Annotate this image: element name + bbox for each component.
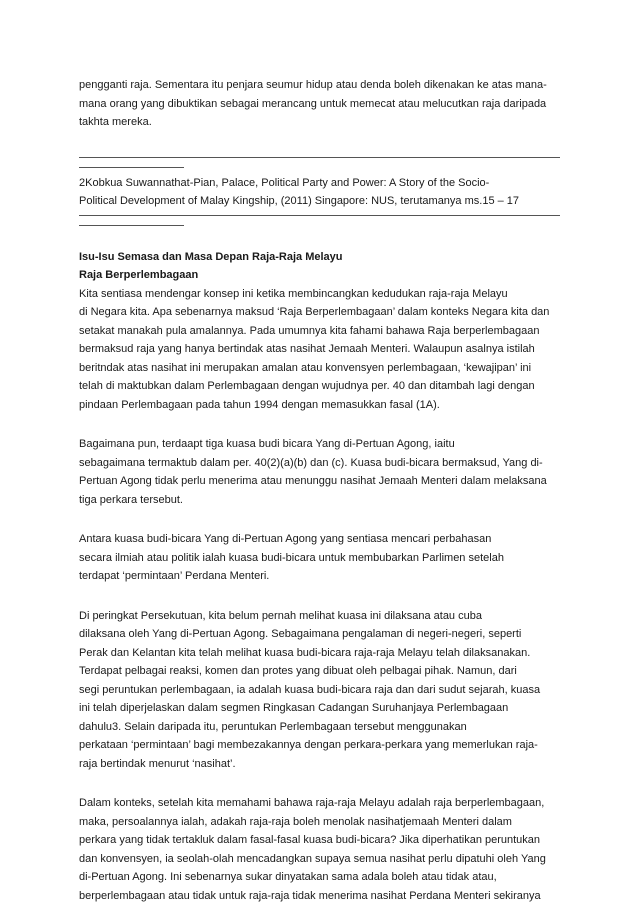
footnote — [79, 174, 560, 211]
text-line: raja bertindak menurut ‘nasihat’. — [79, 755, 560, 774]
text-line: dilaksana oleh Yang di-Pertuan Agong. Sebagaimana pengalaman di negeri-negeri, seperti — [79, 625, 560, 644]
paragraph — [79, 435, 560, 509]
text-line: takhta mereka. — [79, 113, 560, 132]
text-line: ini telah diperjelaskan dalam segmen Ringkasan Cadangan Suruhanjaya Perlembagaan — [79, 699, 560, 718]
text-line: berperlembagaan atau tidak untuk raja-raja tidak menerima nasihat Perdana Menteri sekiranya — [79, 887, 560, 905]
text-line: perkara yang tidak tertakluk dalam fasal-fasal kuasa budi-bicara? Jika diperhatikan peruntukan — [79, 831, 560, 850]
footnote-separator — [79, 215, 560, 217]
footnote-separator-short — [79, 167, 184, 169]
text-line: Dalam konteks, setelah kita memahami bahawa raja-raja Melayu adalah raja berperlembagaan, — [79, 794, 560, 813]
text-line: maka, persoalannya ialah, adakah raja-raja boleh menolak nasihatjemaah Menteri dalam — [79, 813, 560, 832]
text-line: tiga perkara tersebut. — [79, 491, 560, 510]
footnote-separator-short — [79, 225, 184, 227]
section-subheading: Raja Berperlembagaan — [79, 266, 560, 285]
text-line: Pertuan Agong tidak perlu menerima atau menunggu nasihat Jemaah Menteri dalam melaksana — [79, 472, 560, 491]
text-line: mana orang yang dibuktikan sebagai merancang untuk memecat atau melucutkan raja daripada — [79, 95, 560, 114]
text-line: pengganti raja. Sementara itu penjara seumur hidup atau denda boleh dikenakan ke atas mana- — [79, 76, 560, 95]
footnote-line: Political Development of Malay Kingship, (2011) Singapore: NUS, terutamanya ms.15 – 17 — [79, 192, 560, 211]
text-line: terdapat ‘permintaan’ Perdana Menteri. — [79, 567, 560, 586]
text-line: Di peringkat Persekutuan, kita belum pernah melihat kuasa ini dilaksana atau cuba — [79, 607, 560, 626]
text-line: dan konvensyen, ia seolah-olah mencadangkan supaya semua nasihat perlu dipatuhi oleh Yang — [79, 850, 560, 869]
intro-paragraph — [79, 76, 560, 132]
text-line: di Negara kita. Apa sebenarnya maksud ‘Raja Berperlembagaan’ dalam konteks Negara kita dan — [79, 303, 560, 322]
text-line: bermaksud raja yang hanya bertindak atas nasihat Jemaah Menteri. Walaupun asalnya istilah — [79, 340, 560, 359]
text-line: Kita sentiasa mendengar konsep ini ketika membincangkan kedudukan raja-raja Melayu — [79, 285, 560, 304]
text-line: telah di maktubkan dalam Perlembagaan dengan wujudnya per. 40 dan ditambah lagi dengan — [79, 377, 560, 396]
text-line: secara ilmiah atau politik ialah kuasa budi-bicara untuk membubarkan Parlimen setelah — [79, 549, 560, 568]
footnote-separator — [79, 157, 560, 159]
text-line: segi peruntukan perlembagaan, ia adalah kuasa budi-bicara raja dan dari sudut sejarah, kuasa — [79, 681, 560, 700]
text-line: sebagaimana termaktub dalam per. 40(2)(a)(b) dan (c). Kuasa budi-bicara bermaksud, Yang di- — [79, 454, 560, 473]
section-heading: Isu-Isu Semasa dan Masa Depan Raja-Raja Melayu — [79, 248, 560, 267]
paragraph — [79, 607, 560, 774]
text-line: Perak dan Kelantan kita telah melihat kuasa budi-bicara raja-raja Melayu telah dilaksanakan. — [79, 644, 560, 663]
text-line: setakat manakah pula amalannya. Pada umumnya kita fahami bahawa Raja berperlembagaan — [79, 322, 560, 341]
footnote-line: 2Kobkua Suwannathat-Pian, Palace, Political Party and Power: A Story of the Socio- — [79, 174, 560, 193]
text-line: Terdapat pelbagai reaksi, komen dan protes yang dibuat oleh pelbagai pihak. Namun, dari — [79, 662, 560, 681]
paragraph — [79, 794, 560, 905]
text-line: di-Pertuan Agong. Ini sebenarnya sukar dinyatakan sama adala boleh atau tidak atau, — [79, 868, 560, 887]
paragraph — [79, 530, 560, 586]
text-line: beritndak atas nasihat ini merupakan amalan atau konvensyen perlembagaan, ‘kewajipan’ ini — [79, 359, 560, 378]
paragraph — [79, 285, 560, 415]
text-line: dahulu3. Selain daripada itu, peruntukan Perlembagaan tersebut menggunakan — [79, 718, 560, 737]
text-line: Bagaimana pun, terdaapt tiga kuasa budi bicara Yang di-Pertuan Agong, iaitu — [79, 435, 560, 454]
text-line: Antara kuasa budi-bicara Yang di-Pertuan Agong yang sentiasa mencari perbahasan — [79, 530, 560, 549]
text-line: pindaan Perlembagaan pada tahun 1994 dengan memasukkan fasal (1A). — [79, 396, 560, 415]
text-line: perkataan ‘permintaan’ bagi membezakannya dengan perkara-perkara yang memerlukan raja- — [79, 736, 560, 755]
